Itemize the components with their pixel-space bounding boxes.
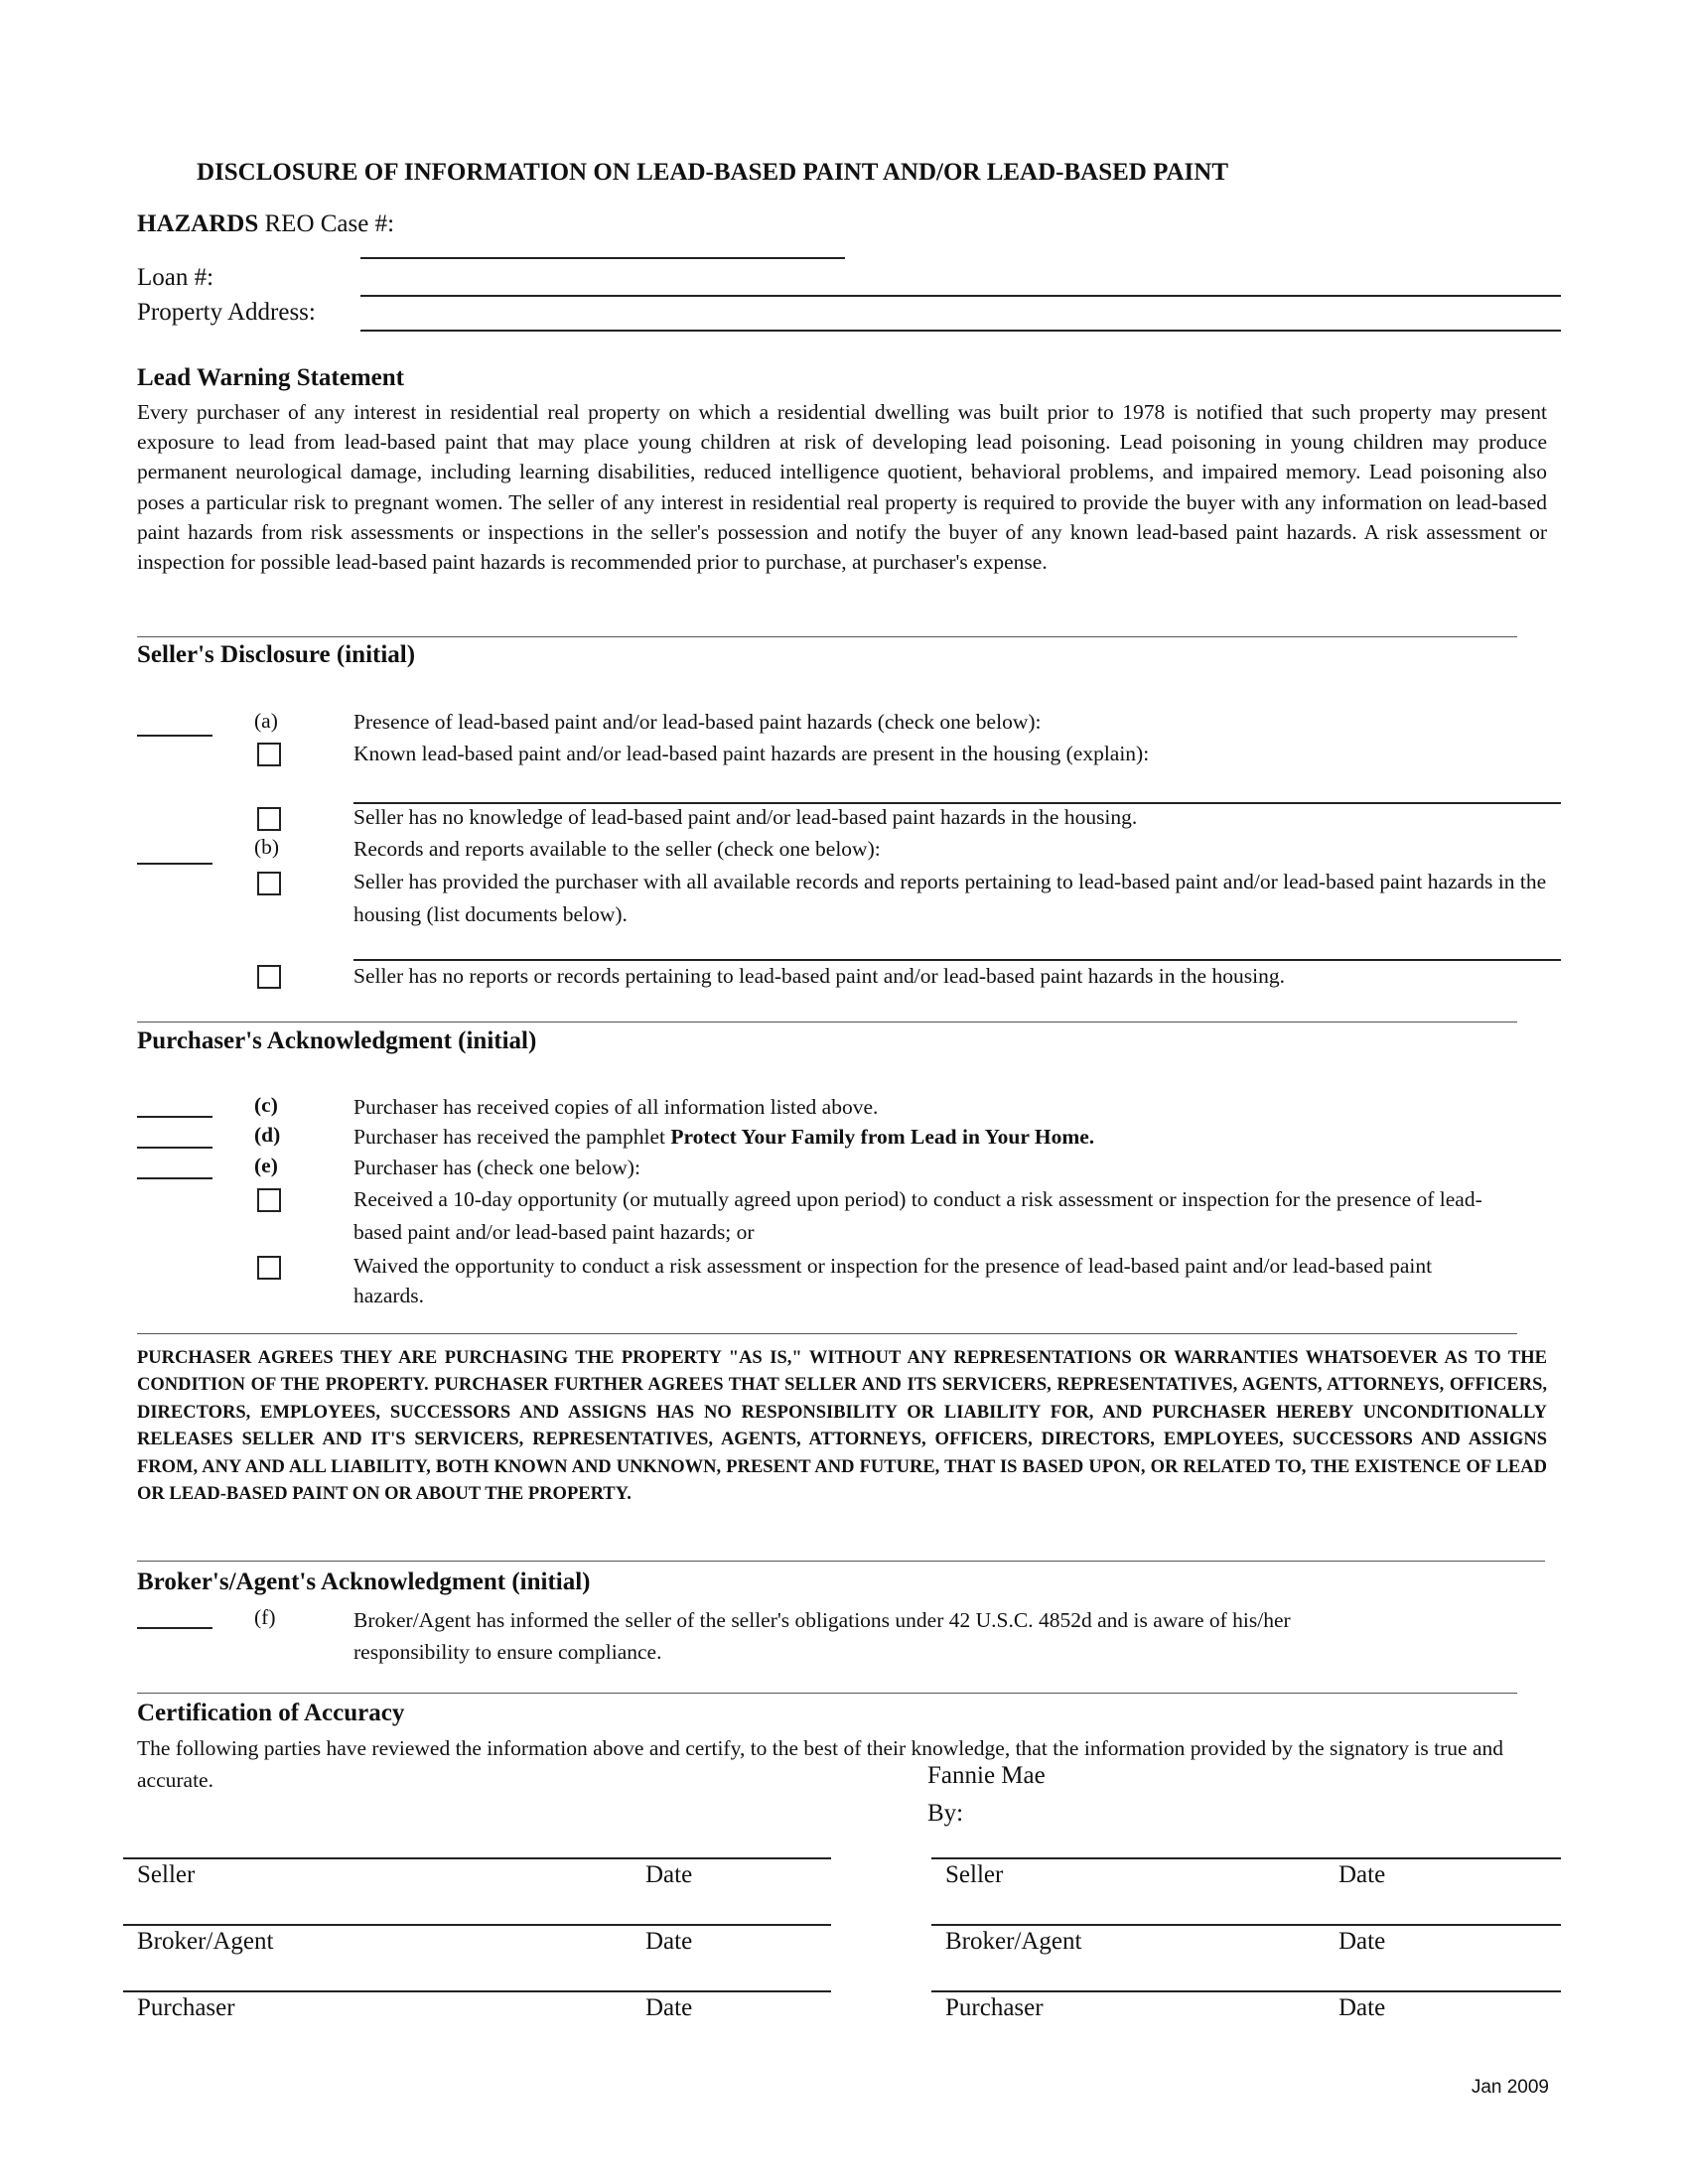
hazards-word: HAZARDS: [137, 210, 259, 237]
lead-warning-text: Every purchaser of any interest in residential real property on which a residential dwelling was built prior to 1978 is notified that such property may present exposure to lead from lead-based paint that may place young children at risk of developing lead poisoning. Lead poisoning in young children may produce permanent neurological damage, including learning disabilities, reduced intelligence quotient, behavioral problems, and impaired memory. Lead poisoning also poses a particular risk to pregnant women. The seller of any interest in residential real property is required to provide the buyer with any information on lead-based paint hazards from risk assessments or inspections in the seller's possession and notify the buyer of any known lead-based paint hazards. A risk assessment or inspection for possible lead-based paint hazards is recommended prior to purchase, at purchaser's expense.: [137, 400, 1547, 575]
document-title: DISCLOSURE OF INFORMATION ON LEAD-BASED PAINT AND/OR LEAD-BASED PAINT: [197, 159, 1229, 186]
title-continuation: [137, 210, 394, 238]
seller-disclosure-heading: Seller's Disclosure (initial): [137, 641, 416, 668]
option-received-opportunity: Received a 10-day opportunity (or mutually agreed upon period) to conduct a risk assessment or inspection for the presence of lead-based paint and/or lead-based paint hazards; or: [353, 1187, 1482, 1244]
broker-signature-line[interactable]: [123, 1924, 831, 1926]
checkbox-received-opportunity[interactable]: [257, 1188, 281, 1212]
purchaser-label-right: Purchaser: [945, 1994, 1044, 2021]
as-is-clause: PURCHASER AGREES THEY ARE PURCHASING THE PROPERTY "AS IS," WITHOUT ANY REPRESENTATIONS OR WARRANTIES WHATSOEVER AS TO THE CONDITION OF THE PROPERTY. PURCHASER FURTHER AGREES THAT SELLER AND ITS SERVICERS, REPRESENTATIVES, AGENTS, ATTORNEYS, OFFICERS, DIRECTORS, EMPLOYEES, SUCCESSORS AND ASSIGNS HAS NO RESPONSIBILITY OR LIABILITY FOR, AND PURCHASER HEREBY UNCONDITIONALLY RELEASES SELLER AND IT'S SERVICERS, REPRESENTATIVES, AGENTS, ATTORNEYS, OFFICERS, DIRECTORS, EMPLOYEES, SUCCESSORS AND ASSIGNS FROM, ANY AND ALL LIABILITY, BOTH KNOWN AND UNKNOWN, PRESENT AND FUTURE, THAT IS BASED UPON, OR RELATED TO, THE EXISTENCE OF LEAD OR LEAD-BASED PAINT ON OR ABOUT THE PROPERTY.: [137, 1348, 1547, 1505]
seller-signature-line-right[interactable]: [931, 1857, 1561, 1859]
date-label-right: Date: [1338, 1994, 1386, 2021]
loan-field[interactable]: [360, 295, 1561, 297]
item-letter-f: (f): [254, 1605, 276, 1629]
divider: [137, 1561, 1545, 1562]
initial-blank-b[interactable]: [137, 863, 212, 865]
purchaser-signature-line-right[interactable]: [931, 1990, 1561, 1992]
lead-warning-heading: Lead Warning Statement: [137, 364, 404, 391]
divider: [137, 1333, 1517, 1334]
purchaser-signature-line[interactable]: [123, 1990, 831, 1992]
property-address-label: Property Address:: [137, 299, 316, 326]
option-no-records: Seller has no reports or records pertaining to lead-based paint and/or lead-based paint hazards in the housing.: [353, 964, 1285, 988]
revision-date: Jan 2009: [1471, 2077, 1549, 2098]
item-letter-d: (d): [254, 1123, 281, 1147]
date-label: Date: [645, 1928, 693, 1955]
item-e-text: Purchaser has (check one below):: [353, 1156, 640, 1179]
checkbox-known-lead[interactable]: [257, 743, 281, 766]
item-letter-a: (a): [254, 709, 278, 733]
initial-blank-c[interactable]: [137, 1116, 212, 1118]
item-b-text: Records and reports available to the seller (check one below):: [353, 837, 881, 861]
broker-label: Broker/Agent: [137, 1928, 274, 1955]
option-waived-opportunity: Waived the opportunity to conduct a risk assessment or inspection for the presence of lead-based paint and/or lead-based paint hazards.: [353, 1254, 1433, 1307]
purchaser-label: Purchaser: [137, 1994, 235, 2021]
seller-label-right: Seller: [945, 1861, 1004, 1888]
initial-blank-d[interactable]: [137, 1147, 212, 1149]
date-label-right: Date: [1338, 1928, 1386, 1955]
checkbox-no-knowledge[interactable]: [257, 807, 281, 831]
item-letter-c: (c): [254, 1093, 278, 1117]
property-address-field[interactable]: [360, 330, 1561, 332]
item-d-text: [353, 1122, 1094, 1153]
divider: [137, 1693, 1517, 1694]
checkbox-waived-opportunity[interactable]: [257, 1256, 281, 1280]
option-records-provided: Seller has provided the purchaser with all available records and reports pertaining to lead-based paint and/or lead-based paint hazards in the housing (list documents below).: [353, 870, 1547, 926]
by-label: By:: [927, 1800, 964, 1827]
item-d-plain: Purchaser has received the pamphlet: [353, 1125, 671, 1149]
option-known-lead: Known lead-based paint and/or lead-based paint hazards are present in the housing (explain):: [353, 742, 1150, 765]
option-no-knowledge: Seller has no knowledge of lead-based paint and/or lead-based paint hazards in the housing.: [353, 805, 1138, 829]
seller-label: Seller: [137, 1861, 196, 1888]
date-label-right: Date: [1338, 1861, 1386, 1888]
divider: [137, 1022, 1517, 1023]
date-label: Date: [645, 1994, 693, 2021]
item-letter-e: (e): [254, 1154, 278, 1177]
certification-heading: Certification of Accuracy: [137, 1700, 405, 1726]
reo-case-label: REO Case #:: [264, 210, 395, 237]
loan-label: Loan #:: [137, 264, 214, 291]
checkbox-records-provided[interactable]: [257, 872, 281, 895]
item-a-text: Presence of lead-based paint and/or lead-based paint hazards (check one below):: [353, 710, 1042, 734]
item-letter-b: (b): [254, 835, 280, 859]
reo-case-field[interactable]: [360, 257, 845, 259]
initial-blank-a[interactable]: [137, 735, 212, 737]
broker-ack-heading: Broker's/Agent's Acknowledgment (initial): [137, 1569, 591, 1595]
broker-signature-line-right[interactable]: [931, 1924, 1561, 1926]
pamphlet-title: Protect Your Family from Lead in Your Home.: [670, 1125, 1095, 1149]
seller-signature-line[interactable]: [123, 1857, 831, 1859]
initial-blank-f[interactable]: [137, 1627, 212, 1629]
item-c-text: Purchaser has received copies of all information listed above.: [353, 1095, 879, 1119]
checkbox-no-records[interactable]: [257, 965, 281, 989]
company-name: Fannie Mae: [927, 1762, 1046, 1789]
broker-label-right: Broker/Agent: [945, 1928, 1082, 1955]
item-f-text: Broker/Agent has informed the seller of the seller's obligations under 42 U.S.C. 4852d and is aware of his/her responsibility to ensure compliance.: [353, 1608, 1291, 1664]
certification-text: The following parties have reviewed the information above and certify, to the best of their knowledge, that the information provided by the signatory is true and accurate.: [137, 1736, 1503, 1792]
purchaser-ack-heading: Purchaser's Acknowledgment (initial): [137, 1027, 537, 1054]
date-label: Date: [645, 1861, 693, 1888]
divider: [137, 636, 1517, 637]
initial-blank-e[interactable]: [137, 1177, 212, 1179]
